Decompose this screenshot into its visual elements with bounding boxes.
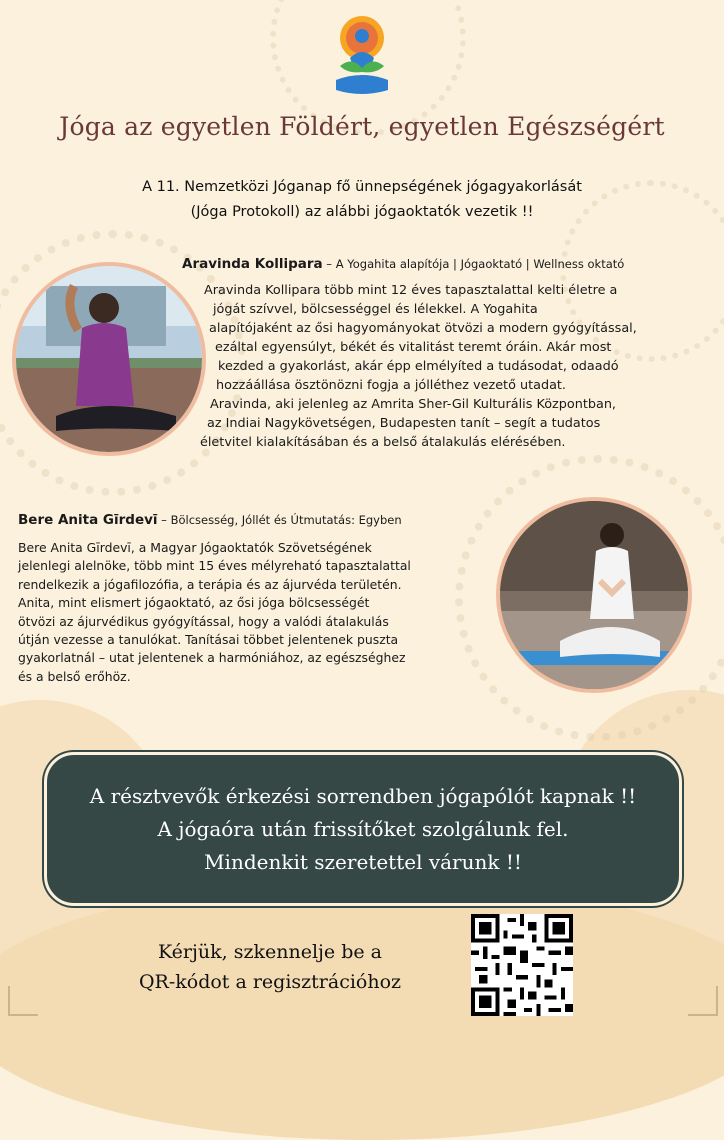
banner-line-2: A jógaóra után frissítőket szolgálunk fel. — [157, 816, 569, 841]
bio-line: és a belső erőhöz. — [18, 668, 131, 684]
instructor-1-photo — [12, 262, 206, 456]
event-subtitle — [60, 175, 664, 225]
bio-line: jelenlegi alelnöke, több mint 15 éves mélyreható tapasztalattal — [18, 558, 411, 574]
instructor-2-bio — [18, 539, 488, 686]
bio-line: kezded a gyakorlást, akár épp elmélyíted a tudásodat, odaadó — [218, 359, 619, 374]
instructor-1-bio — [200, 281, 704, 452]
instructor-1-heading — [182, 256, 624, 272]
bio-line: hozzáállása ösztönözni fogja a jólléthez vezető utadat. — [216, 378, 566, 393]
bio-line: gyakorlatnál – utat jelentenek a harmóniához, az egészséghez — [18, 650, 406, 666]
bio-line: ötvözi az ájurvédikus gyógyítással, hogy a valódi átalakulás — [18, 613, 389, 629]
instructor-2-photo — [496, 497, 692, 693]
bio-line: Aravinda, aki jelenleg az Amrita Sher-Gil Kulturális Központban, — [210, 397, 617, 412]
instructor-1-role: – A Yogahita alapítója | Jógaoktató | Wellness oktató — [322, 257, 625, 271]
banner-line-1: A résztvevők érkezési sorrendben jógapólót kapnak !! — [89, 783, 637, 808]
bio-line: Anita, mint elismert jógaoktató, az ősi jóga bölcsességét — [18, 595, 370, 611]
bio-line: az Indiai Nagykövetségen, Budapesten tanít – segít a tudatos — [207, 416, 601, 431]
notice-banner — [44, 752, 682, 906]
corner-ornament-bottom-left — [8, 986, 38, 1016]
instructor-1-name: Aravinda Kollipara — [182, 256, 323, 272]
bio-line: útján vezesse a tanulókat. Tanításai többet jelentenek puszta — [18, 632, 399, 648]
registration-qr-code[interactable] — [471, 914, 573, 1016]
yoga-day-logo-icon — [330, 10, 394, 100]
banner-line-3: Mindenkit szeretettel várunk !! — [204, 849, 522, 874]
instructor-2-role: – Bölcsesség, Jóllét és Útmutatás: Egyben — [157, 513, 402, 527]
event-title: Jóga az egyetlen Földért, egyetlen Egészségért — [59, 112, 665, 141]
bio-line: Aravinda Kollipara több mint 12 éves tapasztalattal kelti életre a — [204, 283, 618, 298]
instructor-2-heading — [18, 512, 402, 528]
bio-line: Bere Anita Gīrdevī, a Magyar Jógaoktatók Szövetségének — [18, 540, 372, 555]
bio-line: ezáltal egyensúlyt, békét és vitalitást teremt óráin. Akár most — [215, 340, 612, 355]
qr-text-line-2: QR-kódot a regisztrációhoz — [138, 971, 402, 993]
qr-text-line-1: Kérjük, szkennelje be a — [158, 941, 382, 963]
subtitle-line-2: (Jóga Protokoll) az alábbi jógaoktatók vezetik !! — [190, 204, 534, 220]
bio-line: jógát szívvel, bölcsességgel és lélekkel. A Yogahita — [213, 302, 538, 317]
subtitle-line-1: A 11. Nemzetközi Jóganap fő ünnepségének jógagyakorlását — [142, 179, 582, 195]
corner-ornament-bottom-right — [688, 986, 718, 1016]
background-cloud-bottom — [0, 880, 724, 1140]
qr-instructions — [110, 937, 430, 997]
bio-line: alapítójaként az ősi hagyományokat ötvözi a modern gyógyítással, — [209, 321, 637, 336]
bio-line: rendelkezik a jógafilozófia, a terápia és az ájurvéda területén. — [18, 576, 402, 592]
instructor-2-name: Bere Anita Gīrdevī — [18, 512, 158, 528]
bio-line: életvitel kialakításában és a belső átalakulás elérésében. — [200, 435, 566, 450]
